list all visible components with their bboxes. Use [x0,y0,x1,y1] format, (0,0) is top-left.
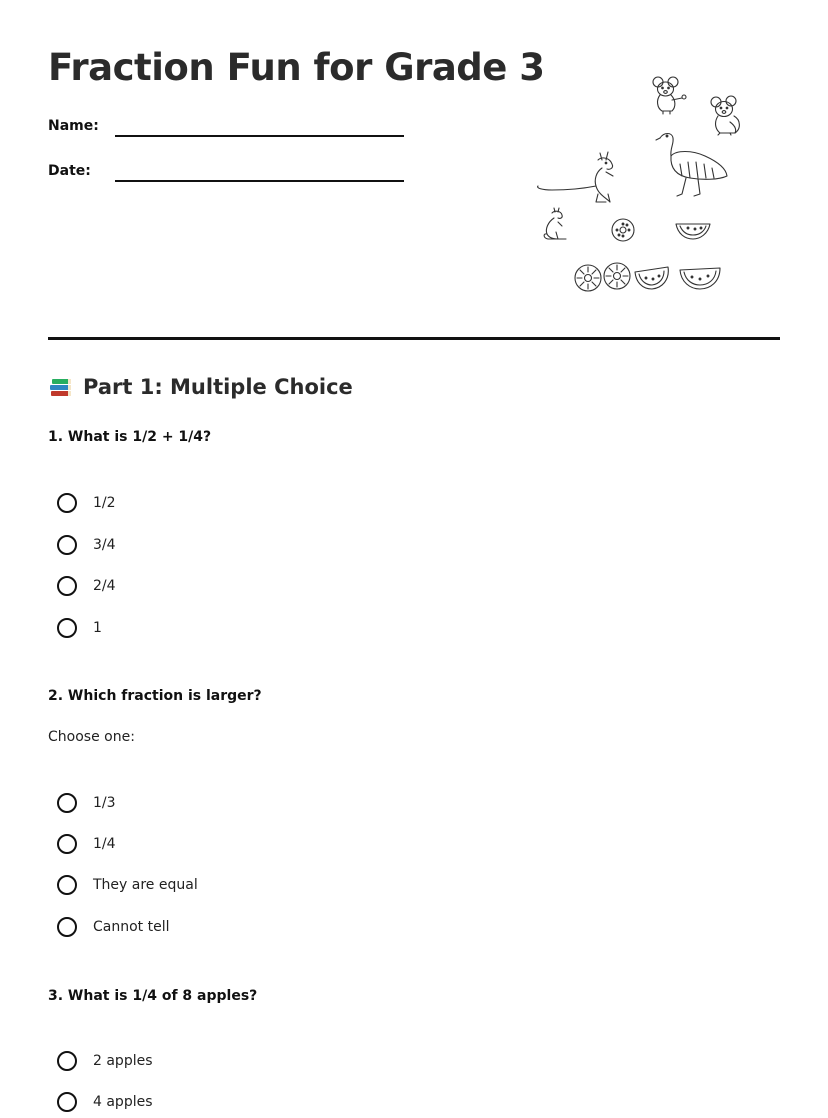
question-3: 3. What is 1/4 of 8 apples? [48,988,258,1004]
date-line[interactable] [115,180,404,182]
kiwi-slice-icon [612,219,634,241]
option-label: 2 apples [93,1053,153,1069]
date-label: Date: [48,163,91,179]
part1-header [48,374,353,400]
koala-icon [711,96,739,135]
option-label: 1/4 [93,836,116,852]
radio-button[interactable] [57,793,77,813]
koala-icon [653,77,686,114]
kiwi-slice-icon [575,265,601,291]
option-label: 4 apples [93,1094,153,1110]
question-1: 1. What is 1/2 + 1/4? [48,429,212,445]
watermelon-slice-icon [635,267,668,289]
question-2: 2. Which fraction is larger? [48,688,262,704]
name-field[interactable] [48,118,408,140]
q1-option-c[interactable] [57,573,116,599]
option-label: Cannot tell [93,919,170,935]
date-field[interactable] [48,163,408,185]
books-icon [48,374,74,400]
q3-option-a[interactable] [57,1048,153,1074]
q2-option-b[interactable] [57,831,116,857]
worksheet-title: Fraction Fun for Grade 3 [48,46,545,89]
option-label: 2/4 [93,578,116,594]
q2-option-c[interactable] [57,872,198,898]
question-2-hint: Choose one: [48,729,135,745]
part1-title: Part 1: Multiple Choice [83,375,353,399]
radio-button[interactable] [57,875,77,895]
q1-option-a[interactable] [57,490,116,516]
radio-button[interactable] [57,917,77,937]
option-label: 1 [93,620,102,636]
option-label: They are equal [93,877,198,893]
option-label: 1/3 [93,795,116,811]
section-divider [48,337,780,340]
q2-option-a[interactable] [57,790,116,816]
kangaroo-icon [544,208,566,239]
radio-button[interactable] [57,535,77,555]
radio-button[interactable] [57,1092,77,1112]
radio-button[interactable] [57,493,77,513]
name-label: Name: [48,118,99,134]
radio-button[interactable] [57,834,77,854]
animals-fruit-illustration [530,72,750,297]
q1-option-b[interactable] [57,532,116,558]
q1-option-d[interactable] [57,615,102,641]
name-line[interactable] [115,135,404,137]
kiwi-slice-icon [604,263,630,289]
watermelon-slice-icon [676,224,710,239]
q3-option-b[interactable] [57,1089,153,1115]
radio-button[interactable] [57,618,77,638]
option-label: 3/4 [93,537,116,553]
q2-option-d[interactable] [57,914,170,940]
radio-button[interactable] [57,576,77,596]
watermelon-slice-icon [680,268,720,289]
kangaroo-icon [538,152,613,202]
radio-button[interactable] [57,1051,77,1071]
emu-icon [656,134,727,197]
option-label: 1/2 [93,495,116,511]
